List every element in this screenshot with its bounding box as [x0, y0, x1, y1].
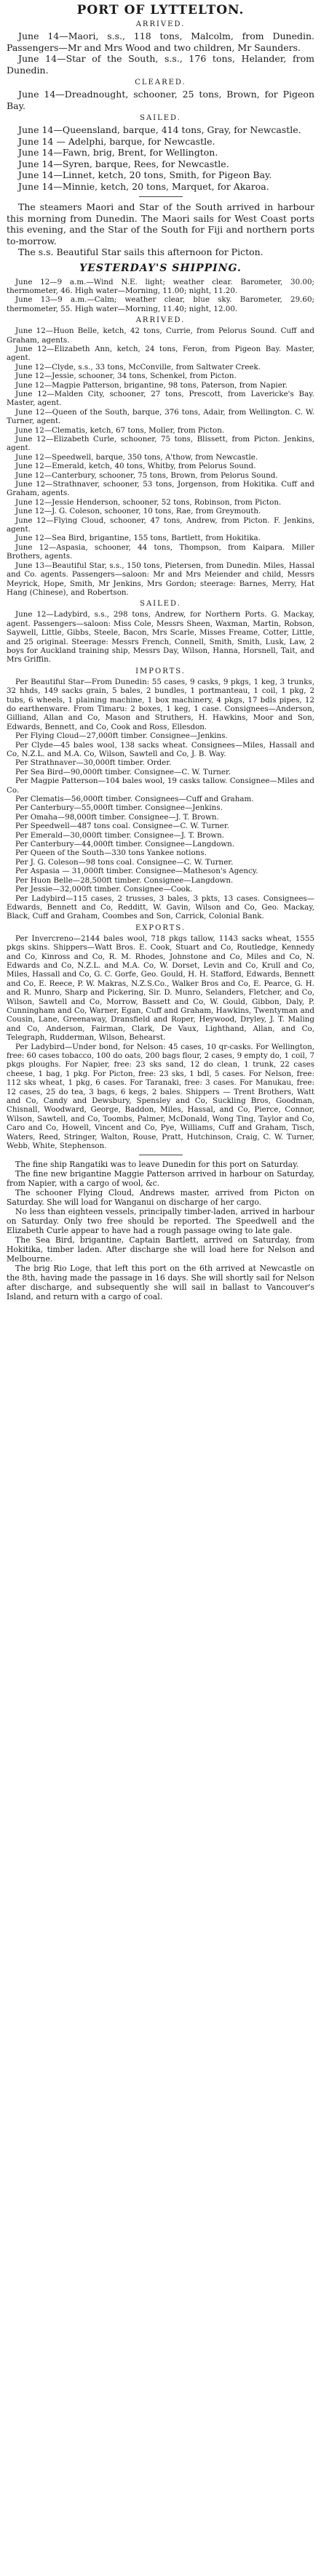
divider [139, 196, 183, 197]
arrival-entry: June 12—Jessie, schooner, 34 tons, Schenkel, from Picton. [15, 372, 237, 381]
arrival-entry: June 14—Star of the South, s.s., 176 tons, Helander, from Dunedin. [7, 53, 314, 76]
import-entry: Per Clematis—56,000ft timber. Consignees—Cuff and Graham. [15, 795, 254, 804]
export-entry: Per Invercreno—2144 bales wool, 718 pkgs tallow, 1143 sacks wheat, 1555 pkgs skins. Shippers—Watt Bros. E. Cook, Stuart and Co, Routledge, Kennedy and Co, Kinross and Co, R. M. Rhodes, Johnstone and Co, Miles and Co, N. Edwards and Co, N.Z.L. and M.A. Co, W. Dorset, Levin and Co, Krull and Co, Miles, Hassall and Co, G. C. Gorfe, Geo. Gould, H. H. Stafford, Edwards, Bennett and Co, E. Reece, P. W. Makras, N.Z.S.Co., Walker Bros and Co, E. Pearce, G. H. and R. Munro, Sharp and Pickering, Sir. D. Munro, Selanders, Fletcher, and Co, Wilson, Sawtell and Co, Morrow, Bassett and Co, W. Gould, Gibbon, Daly, P. Cunningham and Co, Warner, Egan, Cuff and Graham, Hawkins, Twentyman and Cousin, Lane, Greenaway, Dransfield and Roper, Heywood, Dryley, J. T. Maling and Co, Anderson, Fairman, Clark, De Vaux, Lighthand, Allan, and Co, Telegraph, Rudderman, Wilson, Behearst. [7, 934, 314, 1043]
arrival-entry: June 12—Malden City, schooner, 27 tons, Prescott, from Lavericke's Bay. Master, agent. [7, 389, 314, 408]
arrival-entry: June 13—Beautiful Star, s.s., 150 tons, Pietersen, from Dunedin. Miles, Hassal and Co. agents. Passengers—saloon: Mr and Mrs Meiender and child, Messrs Meyrick, Hope, Smith, Mr Jenkins, Mrs Gordon; steerage: Barnes, Merry, Hat Hang (Chinese), and Robertson. [7, 561, 314, 597]
import-entry: Per Strathnaver—30,000ft timber. Order. [15, 758, 172, 768]
import-entry: Per Clyde—45 bales wool, 138 sacks wheat. Consignees—Miles, Hassall and Co, N.Z.L. and M.A. Co, Wilson, Sawtell and Co, J. B. Way. [7, 740, 314, 758]
arrival-entry: June 12—Canterbury, schooner, 75 tons, Brown, from Pelorus Sound. [15, 470, 278, 480]
arrival-entry: June 12—Flying Cloud, schooner, 47 tons, Andrew, from Picton. F. Jenkins, agent. [7, 515, 314, 534]
import-entry: Per Canterbury—55,000ft timber. Consignee—Jenkins. [15, 803, 223, 813]
arrived-heading: ARRIVED. [135, 316, 186, 325]
arrival-entry: June 12—Speedwell, barque, 350 tons, A'thow, from Newcastle. [15, 452, 258, 462]
news-paragraph: The fine new brigantine Maggie Patterson arrived in harbour on Saturday, from Napier, with a cargo of wool, &c. [7, 1169, 314, 1189]
import-entry: Per Canterbury—44,000ft timber. Consignee—Langdown. [15, 840, 234, 849]
news-paragraph: The Sea Bird, brigantine, Captain Bartlett, arrived on Saturday, from Hokitika, timber laden. After discharge she will load here for Nelson and Melbourne. [7, 1235, 314, 1264]
news-paragraph: The s.s. Beautiful Star sails this afternoon for Picton. [18, 246, 263, 257]
news-paragraph: The fine ship Rangatiki was to leave Dunedin for this port on Saturday. [15, 1160, 299, 1170]
arrival-entry: June 12—Sea Bird, brigantine, 155 tons, Bartlett, from Hokitika. [15, 534, 261, 543]
import-entry: Per Queen of the South—330 tons Yankee notions. [15, 848, 207, 858]
import-entry: Per Aspasia — 31,000ft timber. Consignee—Matheson's Agency. [15, 867, 258, 876]
weather-report: June 13—9 a.m.—Calm; weather clear, blue sky. Barometer, 29.60; thermometer, 55. High water—Morning, 11.40; night, 12.00. [7, 295, 314, 313]
sailed-entry: June 14 — Adelphi, barque, for Newcastle. [18, 135, 215, 147]
yesterdays-shipping-heading: YESTERDAY'S SHIPPING. [79, 262, 242, 274]
news-paragraph: The steamers Maori and Star of the South arrived in harbour this morning from Dunedin. The Maori sails for West Coast ports this evening, and the Star of the South for Fiji and northern ports to-morrow. [7, 201, 314, 246]
masthead: PORT OF LYTTELTON. [76, 3, 245, 17]
sailed-entry: June 14—Fawn, brig, Brent, for Wellington. [18, 147, 218, 158]
exports-heading: EXPORTS. [135, 923, 186, 932]
arrival-entry: June 12—Elizabeth Curle, schooner, 75 tons, Blissett, from Picton. Jenkins, agent. [7, 435, 314, 453]
shipping-notes-section [7, 1160, 314, 1301]
import-entry: Per Jessie—32,000ft timber. Consignee—Cook. [15, 885, 193, 894]
import-entry: Per Sea Bird—90,000ft timber. Consignee—C. W. Turner. [15, 767, 231, 777]
import-entry: Per Speedwell—487 tons coal. Consignee—C. W. Turner. [15, 822, 229, 831]
arrival-entry: June 12—Emerald, ketch, 40 tons, Whitby, from Pelorus Sound. [15, 462, 256, 471]
cleared-heading: CLEARED. [135, 79, 186, 87]
yesterdays-shipping-section [7, 262, 314, 1151]
sailed-heading: SAILED. [140, 600, 181, 609]
arrival-entry: June 12—Aspasia, schooner, 44 tons, Thompson, from Kaipara. Miller Brothers, agents. [7, 542, 314, 561]
cleared-entry: June 14—Dreadnought, schooner, 25 tons, Brown, for Pigeon Bay. [7, 89, 314, 111]
arrived-heading: ARRIVED. [135, 20, 186, 28]
lyttelton-today-section [7, 20, 314, 258]
sailed-entry: June 14—Syren, barque, Rees, for Newcastle. [18, 158, 229, 169]
arrival-entry: June 12—Jessie Henderson, schooner, 52 tons, Robinson, from Picton. [15, 497, 282, 507]
arrival-entry: June 12—Clyde, s.s., 33 tons, McConville, from Saltwater Creek. [15, 362, 261, 372]
export-entry: Per Ladybird—Under bond, for Nelson: 45 cases, 10 qr-casks. For Wellington, free: 60 cases tobacco, 100 do oats, 200 bags flour, 2 cases, 9 empty do, 1 coil, 7 pkgs ploughs. For Napier, free: 23 sks sand, 12 do clean, 1 trunk, 22 cases cheese, 1 bag, 1 pkg. For Picton, free: 23 sks, 1 bdl, 5 cases. For Nelson, free: 112 sks wheat, 1 pkg, 6 cases. For Taranaki, free: 3 cases. For Manukau, free: 12 cases, 25 do tea, 3 bags, 6 kegs, 2 bales. Shippers — Trent Brothers, Watt and Co, Candy and Dewsbury, Spensley and Co, Suckling Bros, Goodman, Chisnall, Woodward, George, Baddon, Miles, Hassal, and Co, Pierce, Connor, Wilson, Sawtell, and Co, Toombs, Palmer, McDonald, Wong Ting, Taylor and Co, Caro and Co, Howell, Vincent and Co, Pye, Williams, Cuff and Graham, Tisch, Waters, Reed, Stringer, Walton, Rouse, Pratt, Hutchinson, Craig, C. W. Turner, Webb, White, Stephenson. [7, 1042, 314, 1151]
imports-heading: IMPORTS. [135, 667, 186, 675]
sailed-entry: June 14—Queensland, barque, 414 tons, Gray, for Newcastle. [18, 124, 301, 135]
sailed-entry: June 14—Minnie, ketch, 20 tons, Marquet, for Akaroa. [18, 180, 269, 192]
import-entry: Per J. G. Coleson—98 tons coal. Consignee—C. W. Turner. [15, 857, 234, 867]
arrival-entry: June 12—Queen of the South, barque, 376 tons, Adair, from Wellington. C. W. Turner, agent. [7, 407, 314, 426]
news-paragraph: No less than eighteen vessels, principally timber-laden, arrived in harbour on Saturday. Only two free should be reported. The Speedwell and the Elizabeth Curle appear to have had a rough passage owing to late gale. [7, 1207, 314, 1236]
arrival-entry: June 12—Strathnaver, schooner, 53 tons, Jorgenson, from Hokitika. Cuff and Graham, agents. [7, 480, 314, 498]
arrival-entry: June 12—Magpie Patterson, brigantine, 98 tons, Paterson, from Napier. [15, 380, 288, 390]
sailed-entry: June 12—Ladybird, s.s., 298 tons, Andrew, for Northern Ports. G. Mackay, agent. Passengers—saloon: Miss Cole, Messrs Sheen, Waxman, Martin, Robson, Saywell, Little, Gibbs, Steele, Bacon, Mrs Scarle, Misses Freame, Cotter, Little, and 25 original. Steerage: Messrs French, Connell, Smith, Smith, Lusk, Law, 2 boys for Auckland training ship, Messrs Day, Wilson, Hanna, Horsnell, Tait, and Mrs Griffin. [7, 610, 314, 665]
arrival-entry: June 12—Elizabeth Ann, ketch, 24 tons, Feron, from Pigeon Bay. Master, agent. [7, 344, 314, 363]
arrival-entry: June 12—Huon Belle, ketch, 42 tons, Currie, from Pelorus Sound. Cuff and Graham, agents. [7, 326, 314, 345]
import-entry: Per Beautiful Star—From Dunedin: 55 cases, 9 casks, 9 pkgs, 1 keg, 3 trunks, 32 hhds, 149 sacks grain, 5 bales, 2 bundles, 1 portmanteau, 1 coil, 1 pkg, 2 tubs, 6 wheels, 1 plaining machine, 1 box machinery, 4 pkgs, 17 bdls pipes, 12 do earthenware. From Timaru: 2 boxes, 1 keg, 1 case. Consignees—Anderson, Gilliand, Allan and Co, Mason and Struthers, H. Hawkins, Moor and Son, Edwards, Bennett, and Co, Cook and Ross, Ellesdon. [7, 677, 314, 731]
import-entry: Per Flying Cloud—27,000ft timber. Consignee—Jenkins. [15, 731, 228, 741]
import-entry: Per Emerald—30,000ft timber. Consignee—J. T. Brown. [15, 830, 225, 840]
arrival-entry: June 14—Maori, s.s., 118 tons, Malcolm, from Dunedin. Passengers—Mr and Mrs Wood and two children, Mr Saunders. [7, 31, 314, 53]
news-paragraph: The brig Rio Loge, that left this port on the 6th arrived at Newcastle on the 8th, having made the passage in 16 days. She will shortly sail for Nelson after discharge, and subsequently she will sail in ballast to Vancouver's Island, and return with a cargo of coal. [7, 1264, 314, 1302]
import-entry: Per Omaha—98,000ft timber. Consignee—J. T. Brown. [15, 812, 219, 822]
import-entry: Per Huon Belle—28,500ft timber. Consignee—Langdown. [15, 875, 234, 885]
news-paragraph: The schooner Flying Cloud, Andrews master, arrived from Picton on Saturday. She will load for Wanganui on discharge of her cargo. [7, 1188, 314, 1208]
sailed-heading: SAILED. [140, 114, 181, 122]
sailed-entry: June 14—Linnet, ketch, 20 tons, Smith, for Pigeon Bay. [18, 169, 272, 180]
arrival-entry: June 12—J. G. Coleson, schooner, 10 tons, Rae, from Greymouth. [15, 507, 261, 516]
import-entry: Per Magpie Patterson—104 bales wool, 19 casks tallow. Consignee—Miles and Co. [7, 777, 314, 795]
weather-report: June 12—9 a.m.—Wind N.E. light; weather clear. Barometer, 30.00; thermometer, 46. High water—Morning, 11.00; night, 11.20. [7, 277, 314, 295]
import-entry: Per Ladybird—115 cases, 2 trusses, 3 bales, 3 pkts, 13 cases. Consignees—Edwards, Bennett and Co, Redditt, W. Gavin, Wilson and Co, Geo. Mackay, Black, Cuff and Graham, Coombes and Son, Carrick, Colonial Bank. [7, 894, 314, 921]
arrival-entry: June 12—Clematis, ketch, 67 tons, Moller, from Picton. [15, 425, 225, 435]
